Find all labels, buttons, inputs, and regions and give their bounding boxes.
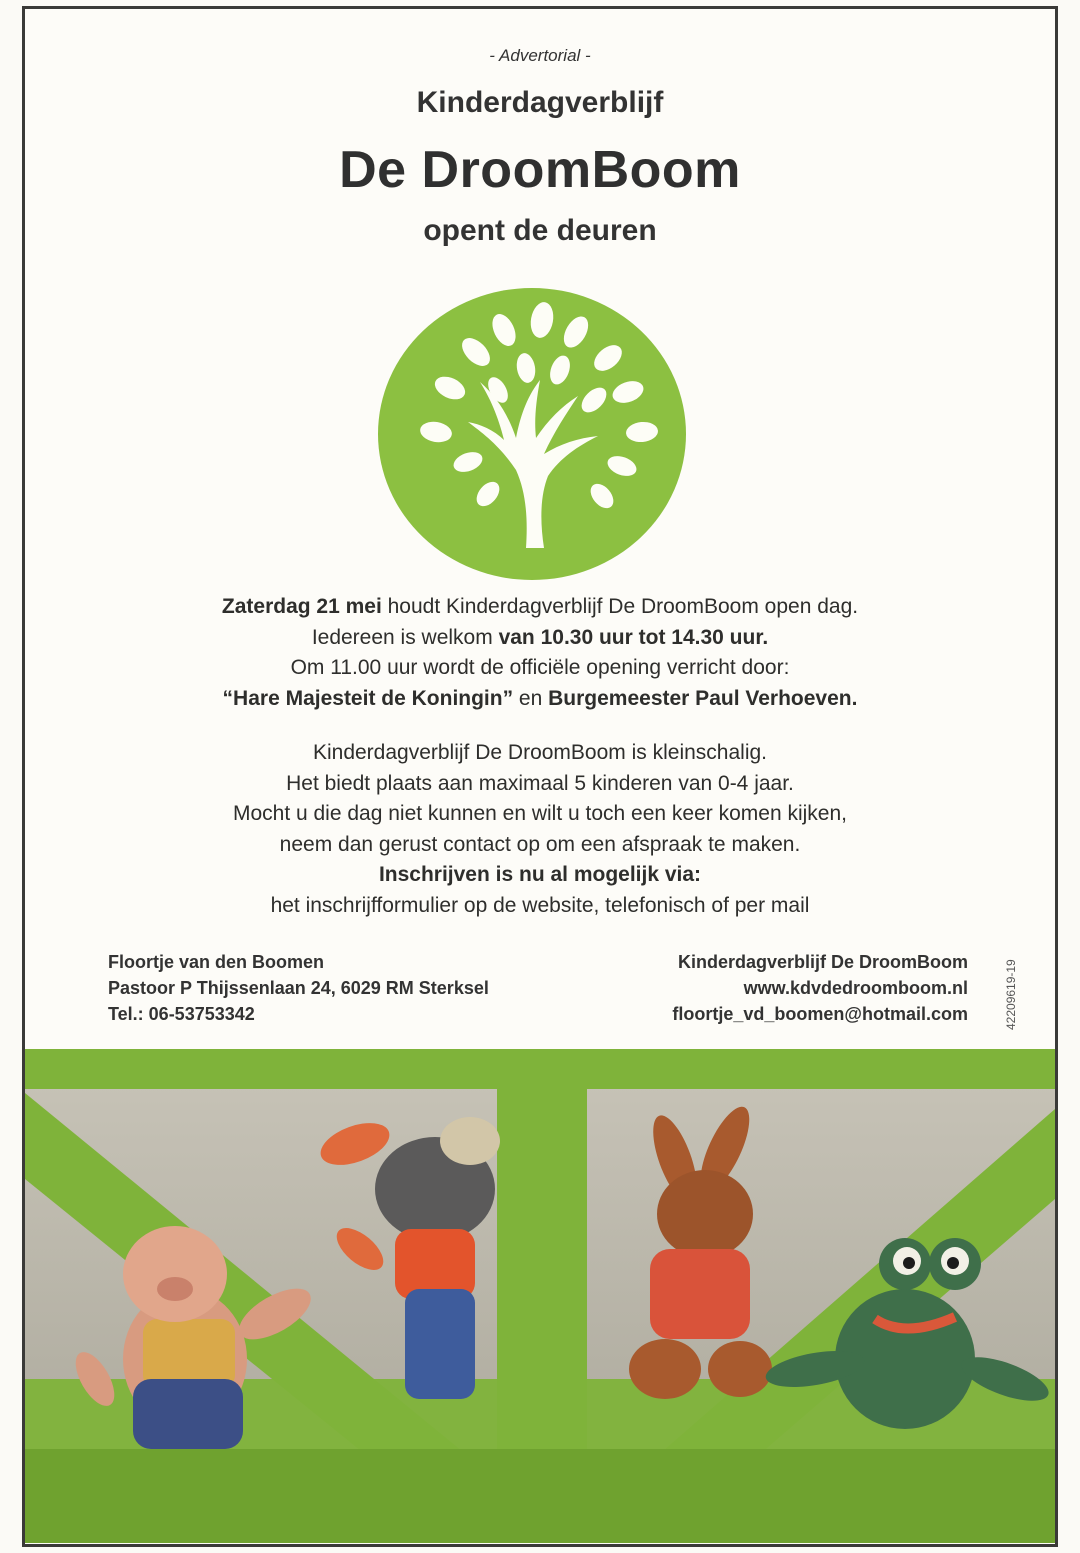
contact-address: Pastoor P Thijssenlaan 24, 6029 RM Sterksel [108, 978, 489, 998]
website-link: www.kdvdedroomboom.nl [743, 978, 968, 998]
tree-icon [376, 286, 688, 582]
reference-code: 42209619-19 [1004, 959, 1018, 1030]
event-time: van 10.30 uur tot 14.30 uur. [498, 625, 769, 649]
event-paragraph: Zaterdag 21 mei houdt Kinderdagverblijf De DroomBoom open dag. Iedereen is welkom van 10.30 uur tot 14.30 uur. Om 11.00 uur wordt de officiële opening verricht door: “Hare Majesteit de Koningin” en Burgemeester Paul Verhoeven. [221, 595, 859, 710]
organization-name: Kinderdagverblijf De DroomBoom [677, 952, 968, 972]
contact-person [108, 949, 489, 1027]
email-link: floortje_vd_boomen@hotmail.com [672, 1004, 968, 1024]
event-date: Zaterdag 21 mei [221, 595, 382, 618]
contact-organization [672, 949, 968, 1027]
contact-name: Floortje van den Boomen [108, 952, 325, 972]
page-title: De DroomBoom [339, 141, 741, 199]
plush-toys-photo [25, 1049, 1055, 1543]
contact-phone: Tel.: 06-53753342 [108, 1004, 255, 1024]
signup-heading: Inschrijven is nu al mogelijk via: [378, 863, 702, 886]
advertorial-label: - Advertorial - [489, 46, 591, 65]
subtitle: Kinderdagverblijf [416, 86, 664, 119]
tagline: opent de deuren [423, 214, 657, 247]
info-paragraph: Kinderdagverblijf De DroomBoom is kleinschalig. Het biedt plaats aan maximaal 5 kinderen van 0-4 jaar. Mocht u die dag niet kunnen en wilt u toch een keer komen kijken, neem dan gerust contact op om een afspraak te maken. Inschrijven is nu al mogelijk via: het inschrijfformulier op de website, telefonisch of per mail [232, 741, 848, 917]
